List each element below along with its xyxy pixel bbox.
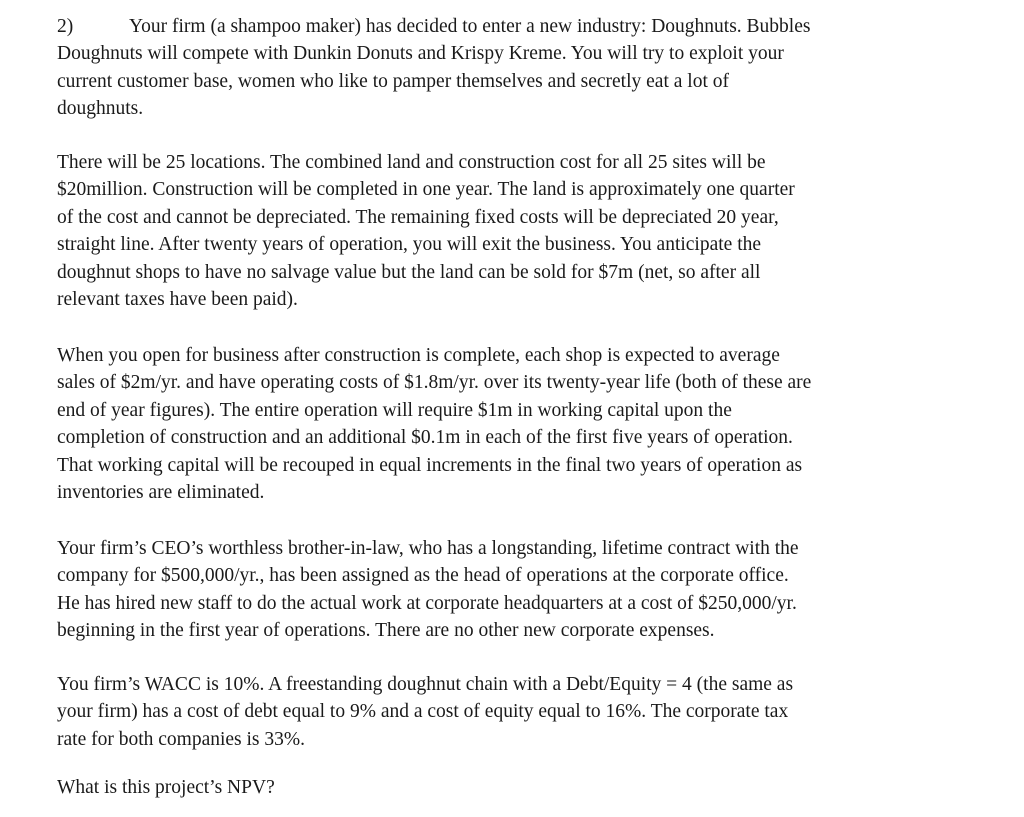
- line: sales of $2m/yr. and have operating costs of $1.8m/yr. over its twenty-year life (both of these are: [57, 372, 812, 394]
- line: There will be 25 locations. The combined land and construction cost for all 25 sites will be: [57, 152, 766, 173]
- line: doughnuts.: [57, 98, 144, 120]
- line: He has hired new staff to do the actual work at corporate headquarters at a cost of $250,000/yr.: [57, 592, 797, 614]
- line: Your firm’s CEO’s worthless brother-in-law, who has a longstanding, lifetime contract with the: [57, 538, 799, 559]
- line: [57, 13, 1007, 40]
- line: relevant taxes have been paid).: [57, 288, 298, 310]
- paragraph-corporate: [57, 535, 1007, 645]
- paragraph-question: [57, 774, 1007, 801]
- paragraph-intro: [57, 13, 1007, 123]
- line: When you open for business after construction is complete, each shop is expected to average: [57, 345, 780, 366]
- line: beginning in the first year of operations. There are no other new corporate expenses.: [57, 620, 715, 642]
- line: straight line. After twenty years of operation, you will exit the business. You anticipate the: [57, 234, 762, 256]
- line: That working capital will be recouped in equal increments in the final two years of operation as: [57, 454, 803, 476]
- line: company for $500,000/yr., has been assigned as the head of operations at the corporate office.: [57, 565, 789, 587]
- line: doughnut shops to have no salvage value but the land can be sold for $7m (net, so after all: [57, 261, 761, 283]
- question-number: 2): [57, 16, 74, 37]
- line: of the cost and cannot be depreciated. The remaining fixed costs will be depreciated 20 year,: [57, 206, 779, 228]
- line: You firm’s WACC is 10%. A freestanding doughnut chain with a Debt/Equity = 4 (the same as: [57, 674, 794, 695]
- line-text: Your firm (a shampoo maker) has decided to enter a new industry: Doughnuts. Bubbles: [129, 16, 811, 37]
- line: rate for both companies is 33%.: [57, 728, 306, 750]
- line: completion of construction and an additional $0.1m in each of the first five years of operation.: [57, 427, 793, 449]
- line: $20million. Construction will be completed in one year. The land is approximately one quarter: [57, 179, 795, 201]
- line: current customer base, women who like to pamper themselves and secretly eat a lot of: [57, 70, 729, 92]
- paragraph-operations: [57, 342, 1007, 506]
- line: your firm) has a cost of debt equal to 9% and a cost of equity equal to 16%. The corporate tax: [57, 701, 789, 723]
- paragraph-locations: [57, 149, 1007, 313]
- line: end of year figures). The entire operation will require $1m in working capital upon the: [57, 399, 732, 421]
- line: What is this project’s NPV?: [57, 777, 275, 798]
- paragraph-wacc: [57, 671, 1007, 753]
- line: Doughnuts will compete with Dunkin Donuts and Krispy Kreme. You will try to exploit your: [57, 43, 784, 65]
- line: inventories are eliminated.: [57, 481, 265, 503]
